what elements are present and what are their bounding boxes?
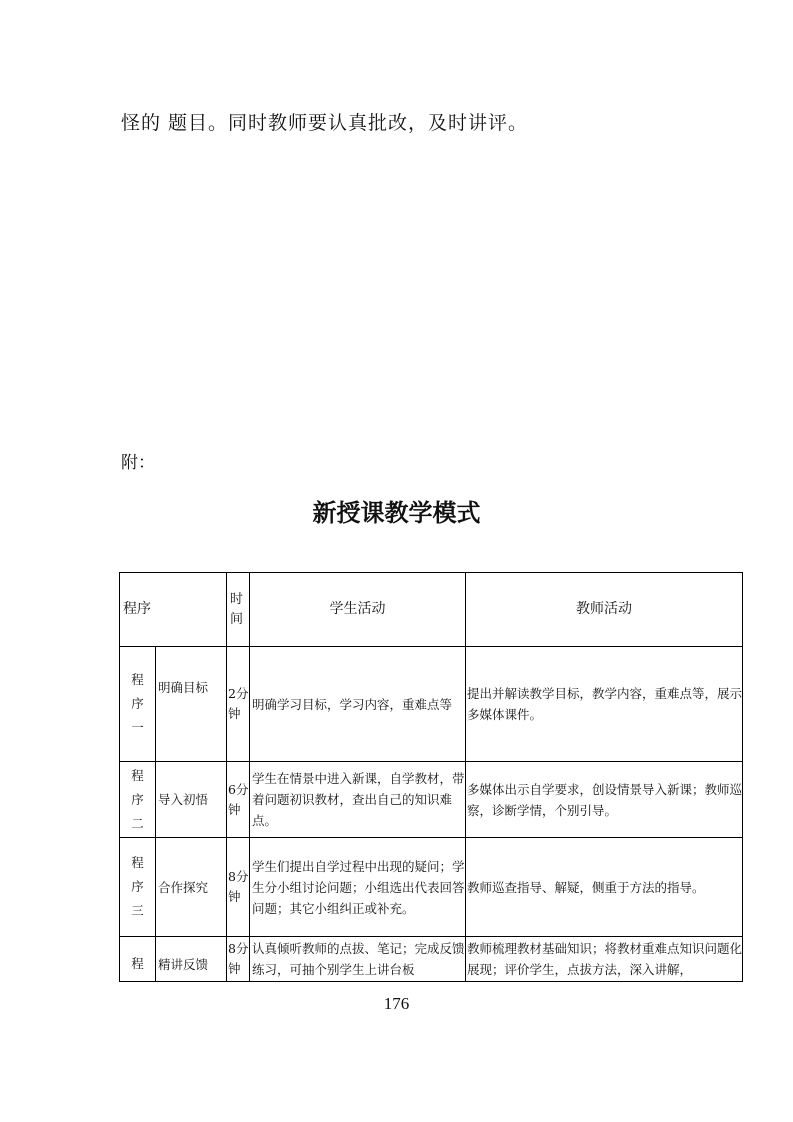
time-cell: 2分钟 xyxy=(227,647,250,762)
page-title: 新授课教学模式 xyxy=(312,499,481,527)
step-name-cell: 精讲反馈 xyxy=(156,937,227,982)
program-cell: 程 序 三 xyxy=(120,838,156,937)
time-cell: 8分钟 xyxy=(227,937,250,982)
student-activity-cell: 明确学习目标，学习内容，重难点等 xyxy=(250,647,466,762)
page-number: 176 xyxy=(383,994,410,1013)
student-activity-cell: 学生们提出自学过程中出现的疑问；学生分小组讨论问题；小组选出代表回答问题；其它小组纠正或补充。 xyxy=(250,838,466,937)
time-cell: 6分钟 xyxy=(227,762,250,838)
appendix-label: 附： xyxy=(121,453,155,473)
student-activity-cell: 认真倾听教师的点拔、笔记；完成反馈练习，可抽个别学生上讲台板 xyxy=(250,937,466,982)
header-program: 程序 xyxy=(120,573,227,647)
teacher-activity-cell: 提出并解读教学目标，教学内容，重难点等，展示多媒体课件。 xyxy=(466,647,743,762)
time-cell: 8分钟 xyxy=(227,838,250,937)
program-cell: 程 序 二 xyxy=(120,762,156,838)
table-row xyxy=(120,937,743,982)
teaching-mode-table xyxy=(119,572,743,982)
program-cell: 程 序 一 xyxy=(120,647,156,762)
table-row xyxy=(120,647,743,762)
header-teacher: 教师活动 xyxy=(466,573,743,647)
step-name-cell: 导入初悟 xyxy=(156,762,227,838)
table-row xyxy=(120,838,743,937)
program-cell: 程 xyxy=(120,937,156,982)
table-header-row xyxy=(120,573,743,647)
step-name-cell: 合作探究 xyxy=(156,838,227,937)
teacher-activity-cell: 教师梳理教材基础知识；将教材重难点知识问题化展现；评价学生，点拔方法，深入讲解， xyxy=(466,937,743,982)
table-row xyxy=(120,762,743,838)
teacher-activity-cell: 多媒体出示自学要求，创设情景导入新课；教师巡察，诊断学情，个别引导。 xyxy=(466,762,743,838)
teacher-activity-cell: 教师巡查指导、解疑，侧重于方法的指导。 xyxy=(466,838,743,937)
body-paragraph: 怪的 题目。同时教师要认真批改，及时讲评。 xyxy=(121,112,529,134)
header-student: 学生活动 xyxy=(250,573,466,647)
step-name-cell: 明确目标 xyxy=(156,647,227,762)
student-activity-cell: 学生在情景中进入新课，自学教材，带着问题初识教材，查出自己的知识难点。 xyxy=(250,762,466,838)
header-time: 时间 xyxy=(227,573,250,647)
